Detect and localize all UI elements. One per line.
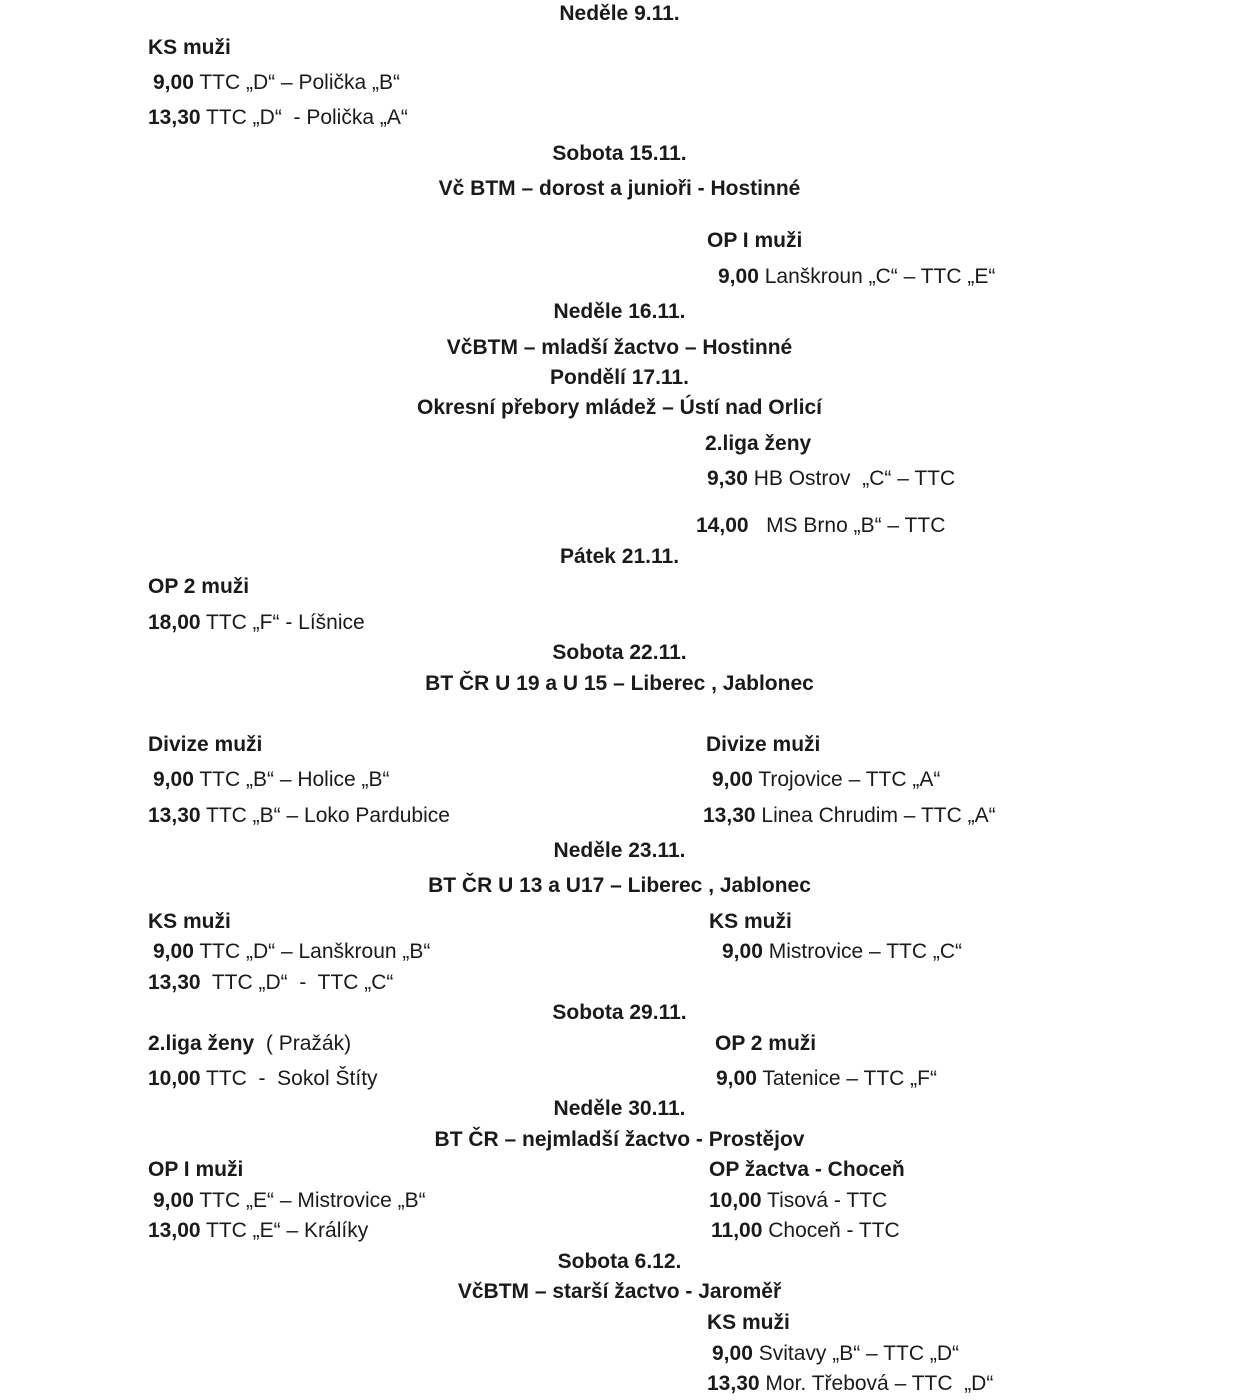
- match-teams: Trojovice – TTC „A“: [752, 768, 941, 791]
- league-title: OP žactva - Choceň: [709, 1158, 905, 1181]
- match-teams: Linea Chrudim – TTC „A“: [755, 804, 996, 827]
- match-entry: [148, 804, 450, 828]
- match-time: 13,30: [148, 971, 201, 994]
- match-teams: MS Brno „B“ – TTC: [748, 514, 946, 537]
- match-teams: Lanškroun „C“ – TTC „E“: [758, 265, 996, 288]
- match-entry: [716, 1067, 937, 1091]
- league-title: OP 2 muži: [148, 575, 250, 598]
- match-entry: [707, 1372, 993, 1396]
- match-entry: [148, 1067, 378, 1091]
- match-time: 14,00: [696, 514, 749, 537]
- match-teams: Choceň - TTC: [762, 1219, 900, 1242]
- match-teams: HB Ostrov „C“ – TTC: [747, 467, 956, 490]
- match-teams: Mistrovice – TTC „C“: [762, 940, 962, 963]
- league-title: KS muži: [148, 910, 231, 933]
- match-time: 13,30: [707, 1372, 760, 1395]
- match-teams: TTC „B“ – Holice „B“: [193, 768, 390, 791]
- match-time: 13,30: [703, 804, 756, 827]
- league-title: Divize muži: [148, 733, 263, 756]
- league-title: OP I muži: [148, 1158, 244, 1181]
- day-heading: Neděle 30.11.: [553, 1097, 686, 1120]
- day-heading: Neděle 9.11.: [559, 2, 680, 25]
- match-entry: [718, 265, 995, 289]
- event-title: VčBTM – mladší žactvo – Hostinné: [446, 336, 793, 359]
- match-teams: Svitavy „B“ – TTC „D“: [752, 1342, 959, 1365]
- league-title: OP I muži: [707, 229, 803, 252]
- match-entry: [712, 1342, 959, 1366]
- event-title: VčBTM – starší žactvo - Jaroměř: [457, 1280, 782, 1303]
- league-title: KS muži: [148, 36, 231, 59]
- match-entry: [709, 1189, 887, 1213]
- match-time: 10,00: [709, 1189, 762, 1212]
- match-time: 13,30: [148, 804, 201, 827]
- event-title: BT ČR – nejmladší žactvo - Prostějov: [434, 1128, 805, 1151]
- league-note: ( Pražák): [254, 1032, 352, 1055]
- match-time: 9,00: [716, 1067, 757, 1090]
- day-heading: Sobota 15.11.: [552, 142, 687, 165]
- match-teams: TTC „D“ – Polička „B“: [193, 71, 401, 94]
- match-entry: [711, 1219, 900, 1243]
- match-teams: Tisová - TTC: [761, 1189, 888, 1212]
- match-time: 9,00: [153, 71, 194, 94]
- match-teams: TTC - Sokol Štíty: [200, 1067, 378, 1090]
- day-heading: Sobota 29.11.: [552, 1001, 687, 1024]
- match-teams: TTC „D“ - Polička „A“: [200, 106, 408, 129]
- match-entry: [153, 71, 400, 95]
- match-teams: Mor. Třebová – TTC „D“: [759, 1372, 994, 1395]
- match-teams: TTC „D“ - TTC „C“: [200, 971, 394, 994]
- match-entry: [712, 768, 940, 792]
- match-teams: TTC „F“ - Líšnice: [200, 611, 365, 634]
- event-title: BT ČR U 13 a U17 – Liberec , Jablonec: [428, 874, 811, 897]
- day-heading: Sobota 6.12.: [557, 1250, 682, 1273]
- event-title: Vč BTM – dorost a junioři - Hostinné: [438, 177, 801, 200]
- match-time: 13,00: [148, 1219, 201, 1242]
- league-title: Divize muži: [706, 733, 821, 756]
- match-time: 11,00: [711, 1219, 763, 1242]
- event-title: Okresní přebory mládež – Ústí nad Orlicí: [417, 396, 822, 419]
- match-teams: TTC „E“ – Mistrovice „B“: [193, 1189, 426, 1212]
- league-name: 2.liga ženy: [148, 1032, 255, 1055]
- event-title: BT ČR U 19 a U 15 – Liberec , Jablonec: [425, 672, 814, 695]
- match-time: 9,00: [153, 768, 194, 791]
- match-entry: [153, 1189, 426, 1213]
- match-time: 9,00: [712, 1342, 753, 1365]
- match-teams: TTC „D“ – Lanškroun „B“: [193, 940, 431, 963]
- match-entry: [148, 971, 393, 995]
- day-heading: Neděle 16.11.: [553, 300, 686, 323]
- day-heading: Sobota 22.11.: [552, 641, 687, 664]
- league-title: OP 2 muži: [715, 1032, 817, 1055]
- match-time: 13,30: [148, 106, 201, 129]
- match-entry: [148, 1219, 368, 1243]
- league-title: [148, 1032, 351, 1056]
- match-time: 18,00: [148, 611, 201, 634]
- league-title: KS muži: [709, 910, 792, 933]
- match-teams: TTC „B“ – Loko Pardubice: [200, 804, 450, 827]
- match-entry: [707, 467, 955, 491]
- match-time: 9,30: [707, 467, 748, 490]
- match-teams: TTC „E“ – Králíky: [200, 1219, 369, 1242]
- league-title: 2.liga ženy: [705, 432, 812, 455]
- day-heading: Pátek 21.11.: [559, 545, 680, 568]
- match-entry: [153, 768, 390, 792]
- match-time: 9,00: [712, 768, 753, 791]
- match-time: 9,00: [153, 940, 194, 963]
- match-time: 9,00: [722, 940, 763, 963]
- match-entry: [696, 514, 945, 538]
- match-entry: [148, 611, 365, 635]
- match-entry: [722, 940, 962, 964]
- match-time: 9,00: [718, 265, 759, 288]
- match-time: 10,00: [148, 1067, 201, 1090]
- match-entry: [148, 106, 408, 130]
- match-teams: Tatenice – TTC „F“: [756, 1067, 937, 1090]
- day-heading: Neděle 23.11.: [553, 839, 686, 862]
- match-entry: [703, 804, 996, 828]
- match-entry: [153, 940, 430, 964]
- league-title: KS muži: [707, 1311, 790, 1334]
- match-time: 9,00: [153, 1189, 194, 1212]
- day-heading: Pondělí 17.11.: [550, 366, 689, 389]
